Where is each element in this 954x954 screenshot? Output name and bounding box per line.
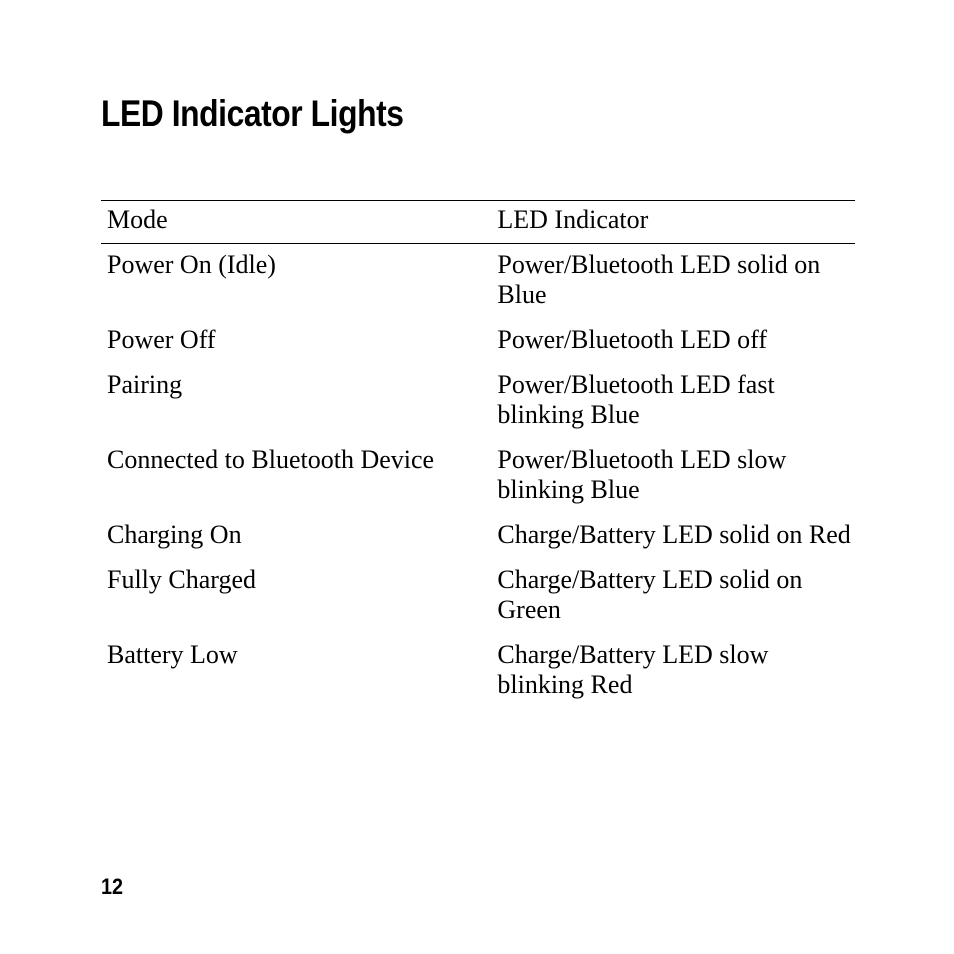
mode-cell: Fully Charged — [107, 565, 257, 594]
mode-cell: Battery Low — [107, 640, 238, 669]
table-row — [101, 244, 855, 320]
led-indicator-cell: Power/Bluetooth LED solid on Blue — [497, 250, 821, 309]
table-row — [101, 319, 855, 364]
led-indicator-cell: Charge/Battery LED solid on Red — [497, 520, 851, 549]
led-indicator-cell: Charge/Battery LED slow blinking Red — [497, 640, 769, 699]
page-title: LED Indicator Lights — [101, 93, 404, 134]
table-row — [101, 439, 855, 514]
table-row — [101, 514, 855, 559]
mode-cell: Power On (Idle) — [107, 250, 276, 279]
led-indicator-cell: Power/Bluetooth LED slow blinking Blue — [497, 445, 787, 504]
table-row — [101, 364, 855, 439]
led-indicator-table — [101, 200, 855, 709]
led-indicator-cell: Charge/Battery LED solid on Green — [497, 565, 803, 624]
table-header-row — [101, 201, 855, 244]
column-header-led-indicator: LED Indicator — [497, 205, 649, 234]
led-indicator-cell: Power/Bluetooth LED fast blinking Blue — [497, 370, 775, 429]
page-number: 12 — [101, 874, 124, 899]
table-row — [101, 634, 855, 709]
column-header-mode: Mode — [107, 205, 168, 234]
led-indicator-cell: Power/Bluetooth LED off — [497, 325, 767, 354]
mode-cell: Power Off — [107, 325, 216, 354]
mode-cell: Charging On — [107, 520, 242, 549]
mode-cell: Pairing — [107, 370, 183, 399]
table-row — [101, 559, 855, 634]
mode-cell: Connected to Bluetooth Device — [107, 445, 435, 474]
